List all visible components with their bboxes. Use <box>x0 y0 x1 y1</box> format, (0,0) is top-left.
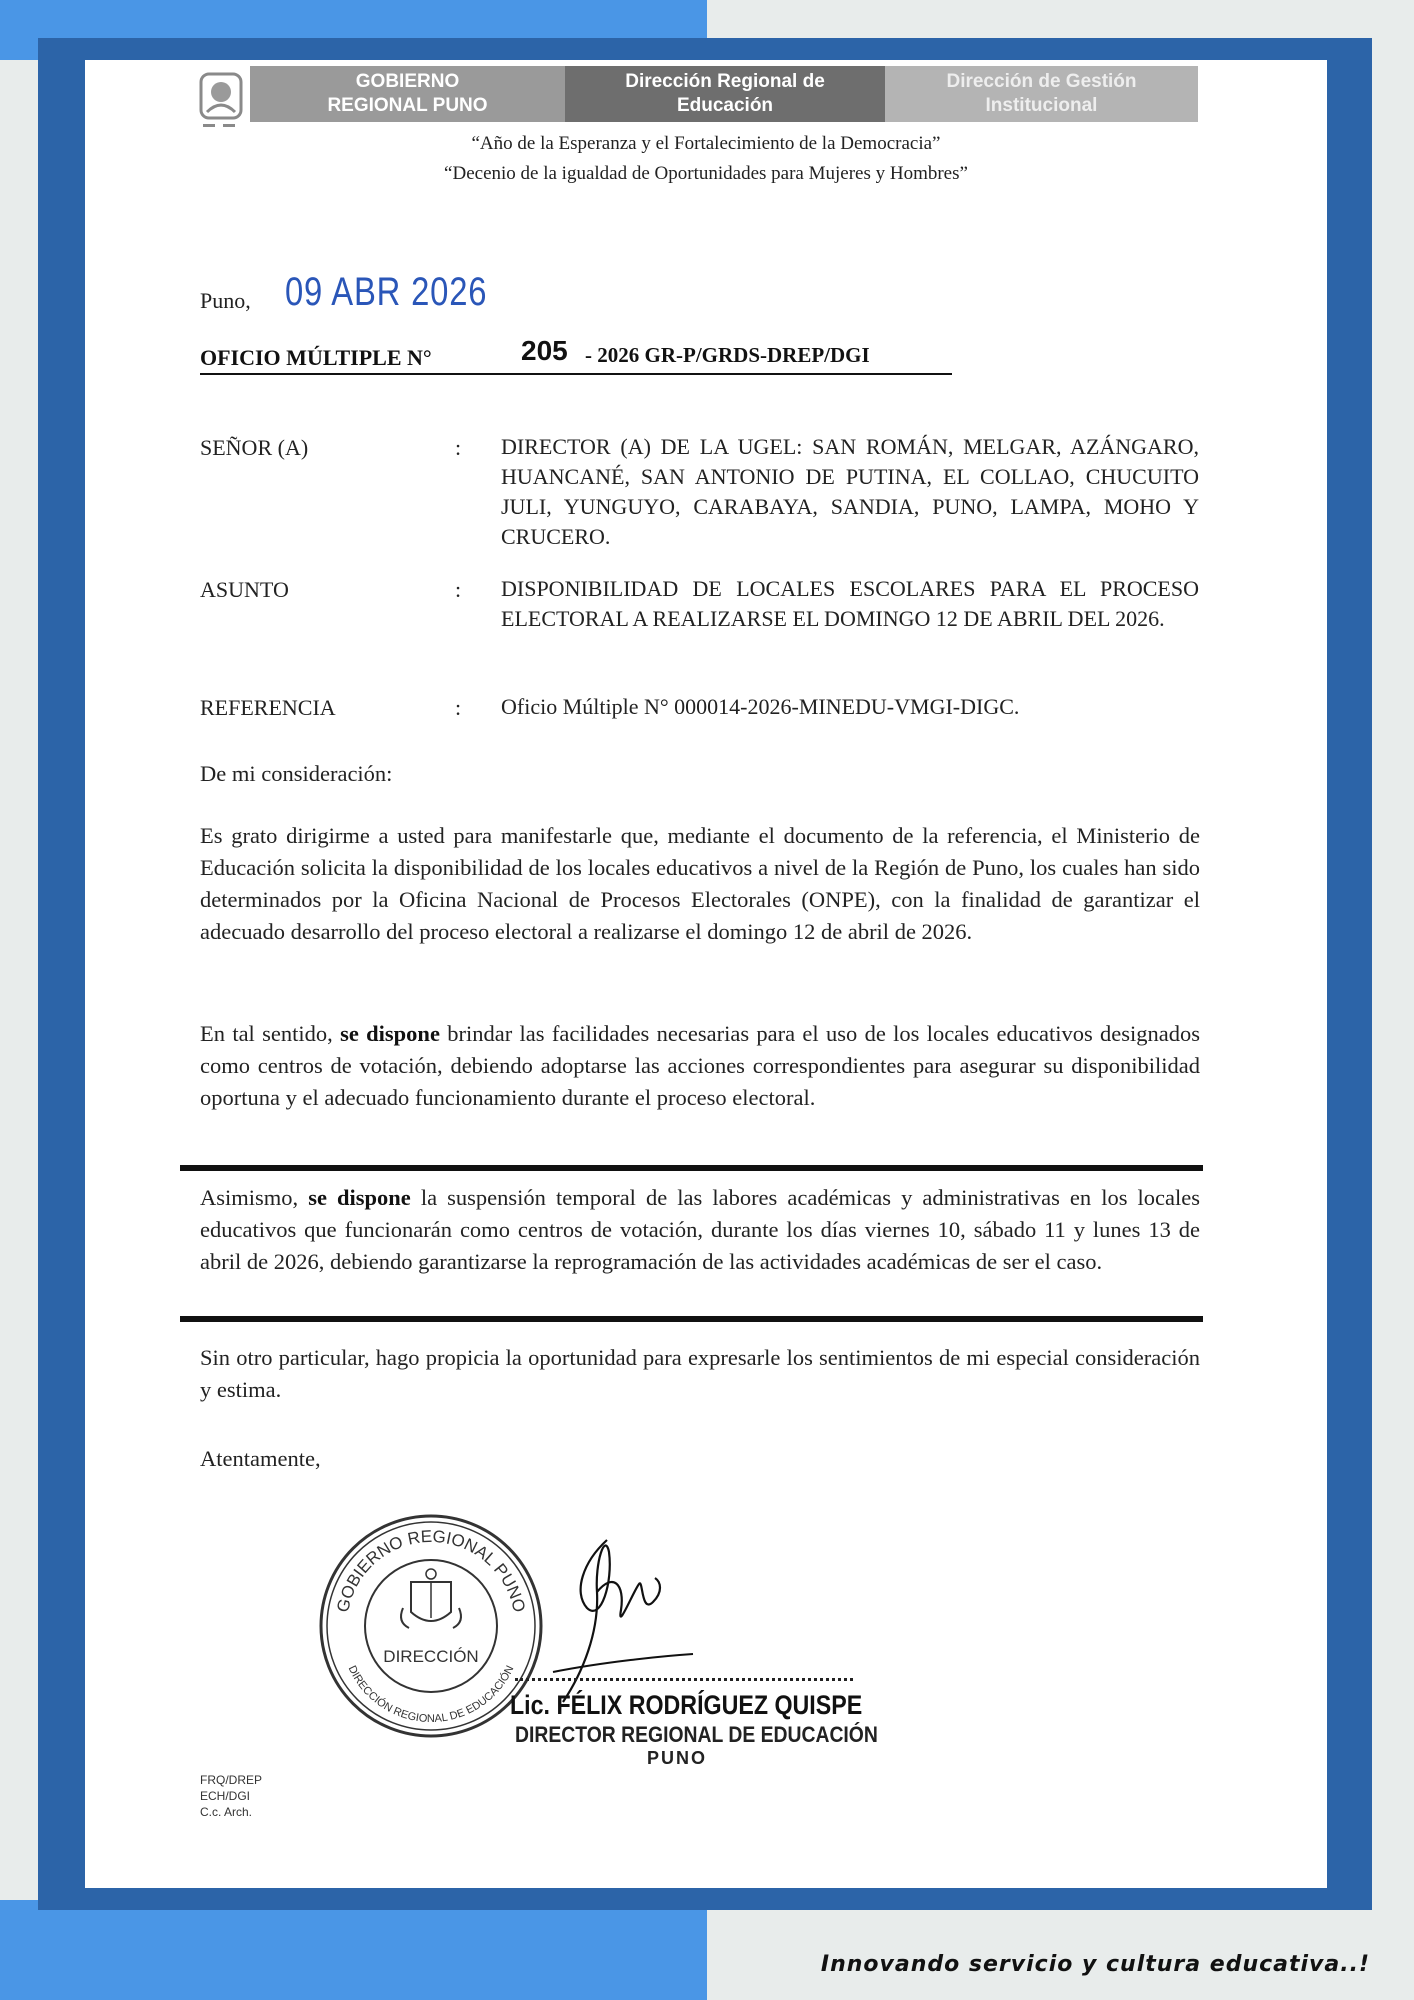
motto-year: “Año de la Esperanza y el Fortalecimiento de la Democracia” <box>471 133 941 154</box>
paragraph-2-emphasis: se dispone <box>340 1021 440 1046</box>
header-direccion-regional: Dirección Regional de Educación <box>565 66 885 122</box>
field-value-asunto: DISPONIBILIDAD DE LOCALES ESCOLARES PARA EL PROCESO ELECTORAL A REALIZARSE EL DOMINGO 12 DE ABRIL DEL 2026. <box>501 576 1199 631</box>
signer-title: DIRECTOR REGIONAL DE EDUCACIÓN <box>515 1722 878 1747</box>
paragraph-1: Es grato dirigirme a usted para manifestarle que, mediante el documento de la referencia, el Ministerio de Educación solicita la disponibilidad de los locales educativos a nivel de la Región de Puno, los cuales han sido determinados por la Oficina Nacional de Procesos Electorales (ONPE), con la finalidad de garantizar el adecuado desarrollo del proceso electoral a realizarse el domingo 12 de abril de 2026. <box>200 823 1200 944</box>
signer-name: Lic. FÉLIX RODRÍGUEZ QUISPE <box>510 1690 863 1720</box>
highlight-rule-bottom <box>180 1316 1203 1322</box>
paragraph-2-end: brindar las facilidades necesarias para el uso de los locales educativos designados como centros de votación, debiendo adoptarse las acciones correspondientes para asegurar su disponibilidad oportuna y el adecuado funcionamiento durante el proceso electoral. <box>200 1021 1201 1110</box>
paragraph-3-emphasis: se dispone <box>308 1185 411 1210</box>
footer-tagline: Innovando servicio y cultura educativa..! <box>820 1952 1370 1977</box>
header-gobierno-regional: GOBIERNO REGIONAL PUNO <box>250 66 565 122</box>
paragraph-2-start: En tal sentido, <box>200 1021 341 1046</box>
header-direccion-gestion: Dirección de Gestión Institucional <box>885 66 1198 122</box>
closing: Atentamente, <box>200 1446 321 1471</box>
background-accent-bottom <box>0 1900 707 2000</box>
oficio-underline <box>200 373 952 375</box>
regional-logo-icon <box>197 68 245 132</box>
field-label-referencia: REFERENCIA <box>200 695 336 720</box>
paragraph-2 <box>200 1018 1200 1114</box>
date-stamp: 09 ABR 2026 <box>285 270 488 314</box>
date-place: Puno, <box>200 288 251 313</box>
field-value-senor: DIRECTOR (A) DE LA UGEL: SAN ROMÁN, MELGAR, AZÁNGARO, HUANCANÉ, SAN ANTONIO DE PUTINA, EL COLLAO, CHUCUITO JULI, YUNGUYO, CARABAYA, SANDIA, PUNO, LAMPA, MOHO Y CRUCERO. <box>501 434 1199 549</box>
field-colon: : <box>455 577 462 602</box>
seal-center-text: DIRECCIÓN <box>383 1647 479 1666</box>
svg-text:DIRECCIÓN REGIONAL DE EDUCACIÓ <box>346 1664 517 1725</box>
field-value-referencia: Oficio Múltiple N° 000014-2026-MINEDU-VMGI-DIGC. <box>501 694 1020 719</box>
paragraph-4: Sin otro particular, hago propicia la oportunidad para expresarle los sentimientos de mi especial consideración y estima. <box>200 1345 1200 1402</box>
seal-bottom-text: DIRECCIÓN REGIONAL DE EDUCACIÓN <box>345 1663 517 1726</box>
field-colon: : <box>455 695 462 720</box>
field-colon: : <box>455 435 462 460</box>
oficio-label: OFICIO MÚLTIPLE N° <box>200 345 432 370</box>
reference-initials: FRQ/DREP ECH/DGI C.c. Arch. <box>200 1773 263 1819</box>
field-label-asunto: ASUNTO <box>200 577 289 602</box>
oficio-code: - 2026 GR-P/GRDS-DREP/DGI <box>585 343 870 367</box>
signer-place: PUNO <box>647 1748 708 1768</box>
paragraph-3-end: la suspensión temporal de las labores académicas y administrativas en los locales educativos que funcionarán como centros de votación, durante los días viernes 10, sábado 11 y lunes 13 de abril de 2026, debiendo garantizarse la reprogramación de las actividades académicas de ser el caso. <box>200 1185 1200 1274</box>
field-label-senor: SEÑOR (A) <box>200 435 309 460</box>
coat-of-arms-icon <box>401 1569 461 1628</box>
seal-top-text: GOBIERNO REGIONAL PUNO <box>333 1526 529 1615</box>
paragraph-3-start: Asimismo, <box>200 1185 309 1210</box>
highlight-rule-top <box>180 1165 1203 1171</box>
paragraph-3 <box>200 1182 1200 1278</box>
greeting: De mi consideración: <box>200 761 393 786</box>
document-page <box>85 60 1327 1888</box>
oficio-number: 205 <box>521 335 568 366</box>
motto-decade: “Decenio de la igualdad de Oportunidades para Mujeres y Hombres” <box>444 163 968 184</box>
signature-line <box>515 1678 853 1681</box>
